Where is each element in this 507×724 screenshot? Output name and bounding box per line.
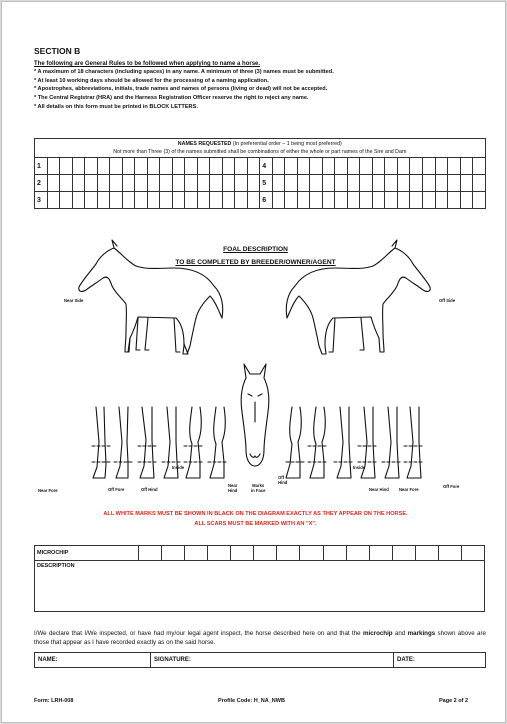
names-heading-bold: NAMES REQUESTED [177,141,232,147]
name-row-number: 4 [260,158,273,175]
declaration-part: shown above are those that appear as I have recorded exactly as on the said horse. [34,630,486,647]
form-page [1,1,506,723]
names-heading-rest: (In preferential order – 1 being most preferred) [231,141,342,147]
rule-item: * At least 10 working days should be allowed for the processing of a naming application. [34,77,269,84]
microchip-digit-box[interactable] [300,546,323,561]
foal-description-title: FOAL DESCRIPTION [223,246,288,253]
declaration-part: and [392,630,408,637]
signature-table [34,652,486,668]
rule-item: * The Central Registrar (HRA) and the Harness Registration Officer reserve the right to reject any name. [34,95,309,102]
name-field[interactable] [35,653,151,668]
off-hind-label-right: Off Hind [278,475,288,485]
microchip-digit-box[interactable] [231,546,254,561]
near-side-label: Near Side [64,298,84,303]
declaration-text [34,629,486,648]
horse-face-outline [241,364,269,466]
microchip-label: MICROCHIP [35,546,139,561]
declaration-microchip: microchip [363,630,393,637]
rules-heading: The following are General Rules to be followed when applying to name a horse. [34,61,261,67]
section-title: SECTION B [34,46,81,56]
name-row-number: 3 [35,192,48,209]
rule-item: * Apostrophes, abbreviations, initials, trade names and names of persons (living or dead) will not be accepted. [34,86,328,93]
microchip-digit-box[interactable] [369,546,392,561]
legs-left-group [92,407,228,478]
horse-diagram [2,2,507,492]
foal-completion-note: TO BE COMPLETED BY BREEDER/OWNER/AGENT [175,259,336,266]
microchip-digit-box[interactable] [323,546,346,561]
microchip-digit-box[interactable] [415,546,438,561]
off-side-label: Off Side [439,298,456,303]
microchip-digit-box[interactable] [139,546,162,561]
microchip-description-table [34,545,485,612]
signature-label: SIGNATURE: [154,657,191,663]
near-hind-label-left: Near Hind [228,483,238,493]
microchip-digit-box[interactable] [438,546,461,561]
microchip-digit-box[interactable] [254,546,277,561]
rule-item: * All details on this form must be printed in BLOCK LETTERS. [34,103,198,110]
declaration-markings: markings [407,630,436,637]
white-marks-warning: ALL WHITE MARKS MUST BE SHOWN IN BLACK ON THE DIAGRAM EXACTLY AS THEY APPEAR ON THE HORSE. [103,511,408,517]
name-row-number: 6 [260,192,273,209]
microchip-digit-box[interactable] [162,546,185,561]
microchip-digit-box[interactable] [392,546,415,561]
microchip-digit-box[interactable] [185,546,208,561]
inside-label-left: Inside [172,465,185,470]
rule-item: * A maximum of 18 characters (including spaces) in any name. A minimum of three (3) names must be submitted. [34,69,334,75]
date-field[interactable] [394,653,486,668]
microchip-digit-box[interactable] [346,546,369,561]
horse-off-side-outline [286,240,430,354]
signature-field[interactable] [151,653,394,668]
description-field[interactable] [35,561,485,612]
horse-near-side-outline [79,240,223,354]
form-code: Form: LRH-008 [34,698,74,704]
microchip-digit-box[interactable] [461,546,484,561]
profile-code: Profile Code: H_NA_NWB [218,698,285,704]
name-row-number: 1 [35,158,48,175]
description-label: DESCRIPTION [37,563,75,569]
marks-in-face-label: Marks in Face [251,483,266,493]
off-fore-label-left: Off Fore [108,487,125,492]
declaration-part: I/We declare that I/We inspected, or have had my/our legal agent inspect, the horse described here on and that the [34,630,363,637]
name-label: NAME: [38,657,58,663]
near-fore-label: Near Fore [38,488,58,493]
inside-label-right: Inside [353,465,366,470]
microchip-digit-box[interactable] [277,546,300,561]
names-subheading: Not more than Three (3) of the names submitted shall be combinations of either the whole or part names of the Sire and Dam [113,149,407,155]
date-label: DATE: [397,657,415,663]
off-hind-label-left: Off Hind [141,487,158,492]
page-number: Page 2 of 2 [439,698,469,704]
scars-warning: ALL SCARS MUST BE MARKED WITH AN "X". [194,521,317,527]
name-row-number: 5 [260,175,273,192]
off-fore-label-right: Off Fore [443,484,460,489]
near-fore-label-right: Near Fore [399,487,419,492]
near-hind-label-right: Near Hind [369,487,389,492]
microchip-digit-box[interactable] [208,546,231,561]
name-row-number: 2 [35,175,48,192]
